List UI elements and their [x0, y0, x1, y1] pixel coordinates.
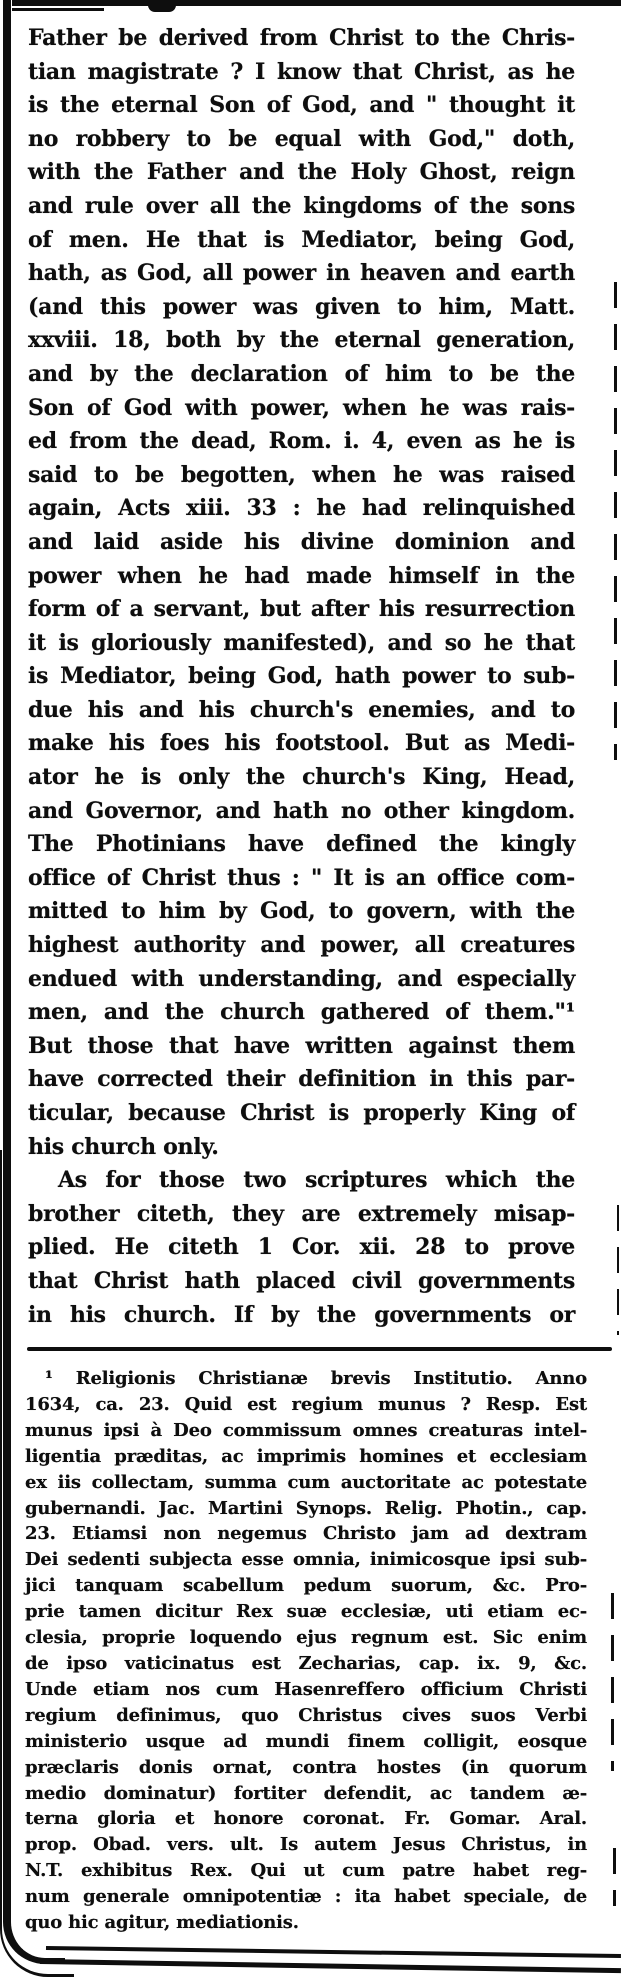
- text-line: of men. He that is Mediator, being God,: [28, 226, 575, 253]
- text-line: said to be begotten, when he was raised: [28, 461, 575, 488]
- text-line: 23. Etiamsi non negemus Christo jam ad dextram: [25, 1523, 587, 1545]
- text-line: it is gloriously manifested), and so he that: [28, 629, 575, 656]
- text-line: endued with understanding, and especially: [28, 965, 575, 992]
- text-line: præclaris donis ornat, contra hostes (in quorum: [25, 1756, 587, 1778]
- text-line: men, and the church gathered of them."¹: [28, 999, 575, 1026]
- page-edge-dashes-right-upper: [614, 282, 617, 760]
- page-edge-dashes-right-lower: [611, 1593, 614, 1771]
- text-line: prie tamen dicitur Rex suæ ecclesiæ, uti etiam ec-: [25, 1601, 587, 1623]
- text-line: is the eternal Son of God, and " thought it: [28, 92, 575, 119]
- text-line: and rule over all the kingdoms of the sons: [28, 192, 575, 219]
- text-line: form of a servant, but after his resurrection: [28, 596, 575, 623]
- text-line: 1634, ca. 23. Quid est regium munus ? Resp. Est: [25, 1393, 587, 1415]
- text-line: num generale omnipotentiæ : ita habet speciale, de: [25, 1886, 587, 1908]
- text-line: (and this power was given to him, Matt.: [28, 293, 575, 320]
- text-line: brother citeth, they are extremely misap-: [28, 1200, 575, 1227]
- page-border-left: [3, 0, 11, 1908]
- page-border-left-outer: [0, 1150, 2, 1920]
- text-line: again, Acts xiii. 33 : he had relinquished: [28, 495, 575, 522]
- page-edge-dashes-right-middle: [617, 1205, 619, 1335]
- footnote-column: [25, 1366, 587, 1936]
- text-line: ministerio usque ad mundi finem colligit, eosque: [25, 1730, 587, 1752]
- text-line: due his and his church's enemies, and to: [28, 696, 575, 723]
- text-line: with the Father and the Holy Ghost, reign: [28, 159, 575, 186]
- main-text-column: [28, 22, 575, 1332]
- footnote-separator-rule: [27, 1347, 612, 1351]
- text-line: prop. Obad. vers. ult. Is autem Jesus Christus, in: [25, 1834, 587, 1856]
- text-line: is Mediator, being God, hath power to sub-: [28, 663, 575, 690]
- page-border-top-double: [12, 8, 104, 11]
- text-line: ex iis collectam, summa cum auctoritate ac potestate: [25, 1471, 587, 1493]
- text-line: ligentia præditas, ac imprimis homines et ecclesiam: [25, 1445, 587, 1467]
- text-line: N.T. exhibitus Rex. Qui ut cum patre habet reg-: [25, 1860, 587, 1882]
- text-line: and Governor, and hath no other kingdom.: [28, 797, 575, 824]
- text-line: gubernandi. Jac. Martini Synops. Relig. Photin., cap.: [25, 1497, 587, 1519]
- text-line: Unde etiam nos cum Hasenreffero officium Christi: [25, 1678, 587, 1700]
- text-line: jici tanquam scabellum pedum suorum, &c. Pro-: [25, 1575, 587, 1597]
- text-line: in his church. If by the governments or: [28, 1301, 575, 1328]
- text-line: make his foes his footstool. But as Medi-: [28, 730, 575, 757]
- page-edge-dashes-right-bottom: [613, 1848, 616, 1906]
- text-line: ticular, because Christ is properly King of: [28, 1100, 575, 1126]
- text-line: plied. He citeth 1 Cor. xii. 28 to prove: [28, 1234, 575, 1261]
- text-line: Son of God with power, when he was rais-: [28, 394, 575, 421]
- text-line: regium definimus, quo Christus cives suos Verbi: [25, 1704, 587, 1726]
- page-border-top: [12, 0, 621, 6]
- text-line: Dei sedenti subjecta esse omnia, inimicosque ipsi sub-: [25, 1549, 587, 1571]
- text-line: xxviii. 18, both by the eternal generation,: [28, 327, 575, 354]
- text-line: terna gloria et honore coronat. Fr. Gomar. Aral.: [25, 1808, 587, 1830]
- text-line: But those that have written against them: [28, 1032, 575, 1059]
- text-line: highest authority and power, all creatures: [28, 932, 575, 959]
- page-border-bottom-inner: [46, 1946, 621, 1958]
- text-line: that Christ hath placed civil governments: [28, 1267, 575, 1294]
- text-line: munus ipsi à Deo commissum omnes creaturas intel-: [25, 1419, 587, 1441]
- text-line: ¹ Religionis Christianæ brevis Institutio. Anno: [45, 1368, 587, 1389]
- text-line: tian magistrate ? I know that Christ, as he: [28, 58, 575, 85]
- page-border-bottom-left-corner-outer: [0, 1893, 74, 1977]
- text-line: and by the declaration of him to be the: [28, 360, 575, 387]
- text-line: Father be derived from Christ to the Chris-: [28, 25, 575, 51]
- text-line: no robbery to be equal with God," doth,: [28, 125, 575, 152]
- text-line: The Photinians have defined the kingly: [28, 831, 575, 858]
- text-line: quo hic agitur, mediationis.: [25, 1912, 299, 1934]
- text-line: clesia, proprie loquendo ejus regnum est. Sic enim: [25, 1627, 587, 1649]
- page-border-bottom-outer: [40, 1959, 621, 1973]
- text-line: and laid aside his divine dominion and: [28, 528, 575, 555]
- text-line: his church only.: [28, 1133, 219, 1160]
- text-line: ed from the dead, Rom. i. 4, even as he is: [28, 428, 575, 455]
- text-line: power when he had made himself in the: [28, 562, 575, 589]
- text-line: de ipso vaticinatus est Zecharias, cap. ix. 9, &c.: [25, 1652, 587, 1674]
- text-line: office of Christ thus : " It is an office com-: [28, 864, 575, 891]
- text-line: have corrected their definition in this par-: [28, 1066, 575, 1093]
- page-border-top-ink-blot: [148, 0, 176, 12]
- text-line: hath, as God, all power in heaven and earth: [28, 260, 575, 287]
- text-line: medio dominatur) fortiter defendit, ac tandem æ-: [25, 1782, 587, 1804]
- text-line: As for those two scriptures which the: [58, 1167, 575, 1194]
- text-line: mitted to him by God, to govern, with the: [28, 898, 575, 925]
- text-line: ator he is only the church's King, Head,: [28, 764, 575, 791]
